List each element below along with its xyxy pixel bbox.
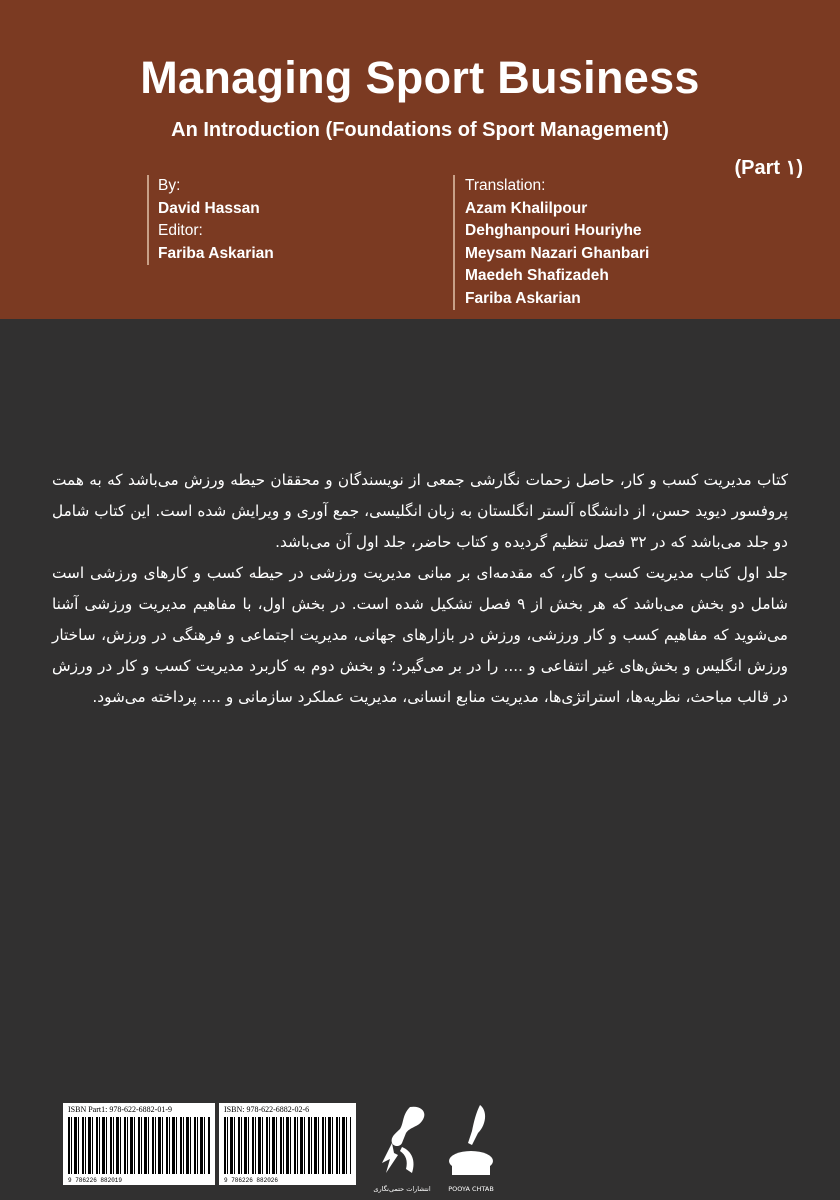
isbn-barcode — [63, 1103, 215, 1185]
translator-name: Meysam Nazari Ghanbari — [465, 244, 650, 262]
translator-name: Fariba Askarian — [465, 289, 581, 307]
publisher-caption: POOYA CHTAB — [448, 1185, 494, 1193]
quill-bird-logo-icon — [372, 1103, 432, 1193]
part-label: (Part ۱) — [734, 157, 803, 179]
barcode-digits: 9 786226 882019 — [68, 1177, 123, 1184]
book-title: Managing Sport Business — [140, 52, 700, 103]
book-subtitle: An Introduction (Foundations of Sport Management) — [171, 119, 669, 141]
editor-name: Fariba Askarian — [158, 244, 274, 262]
description-paragraph: جلد اول کتاب مدیریت کسب و کار، که مقدمه‌ای بر مبانی مدیریت ورزشی در حیطه کسب و کارهای ورزشی است شامل دو بخش می‌باشد که هر بخش از ۹ فصل تشکیل شده است. در بخش اول، با مفاهیم مدیریت ورزشی آشنا می‌شوید که مفاهیم کسب و کار ورزشی، ورزش در بازارهای جهانی، مدیریت اجتماعی و فرهنگی در ورزش، ساختار ورزش انگلیس و بخش‌های غیر انتفاعی و .... را در بر می‌گیرد؛ و بخش دوم به کاربرد مدیریت کسب و کار در ورزش در قالب مباحث، نظریه‌ها، استراتژی‌ها، مدیریت منابع انسانی، مدیریت عملکرد سازمانی و .... پرداخته می‌شود. — [52, 564, 788, 706]
isbn-label: ISBN: 978-622-6882-02-6 — [224, 1105, 310, 1114]
publisher-caption: انتشارات حتمی‌نگاری — [373, 1185, 431, 1193]
isbn-label: ISBN Part1: 978-622-6882-01-9 — [68, 1105, 172, 1114]
barcode-bars — [68, 1117, 210, 1174]
translator-name: Azam Khalilpour — [465, 199, 588, 217]
translator-name: Dehghanpouri Houriyhe — [465, 222, 642, 239]
book-description — [52, 465, 788, 713]
ink-pen-logo-icon — [440, 1103, 502, 1193]
barcode-bars — [224, 1117, 351, 1174]
translators-block — [453, 175, 649, 310]
author-name: David Hassan — [158, 199, 260, 217]
author-editor-block — [147, 175, 274, 265]
translator-name: Maedeh Shafizadeh — [465, 267, 609, 284]
translation-label: Translation: — [465, 177, 546, 194]
editor-label: Editor: — [158, 222, 203, 239]
by-label: By: — [158, 177, 181, 194]
description-paragraph: کتاب مدیریت کسب و کار، حاصل زحمات نگارشی جمعی از نویسندگان و محققان حیطه ورزش می‌باشد که به همت پروفسور دیوید حسن، از دانشگاه آلستر انگلستان به زبان انگلیسی، جمع آوری و ویرایش شده است. این کتاب شامل دو جلد می‌باشد که در ۳۲ فصل تنظیم گردیده و کتاب حاضر، جلد اول آن می‌باشد. — [52, 471, 788, 551]
barcode-digits: 9 786226 882026 — [224, 1177, 279, 1184]
isbn-barcode — [219, 1103, 356, 1185]
header-band — [0, 0, 840, 319]
